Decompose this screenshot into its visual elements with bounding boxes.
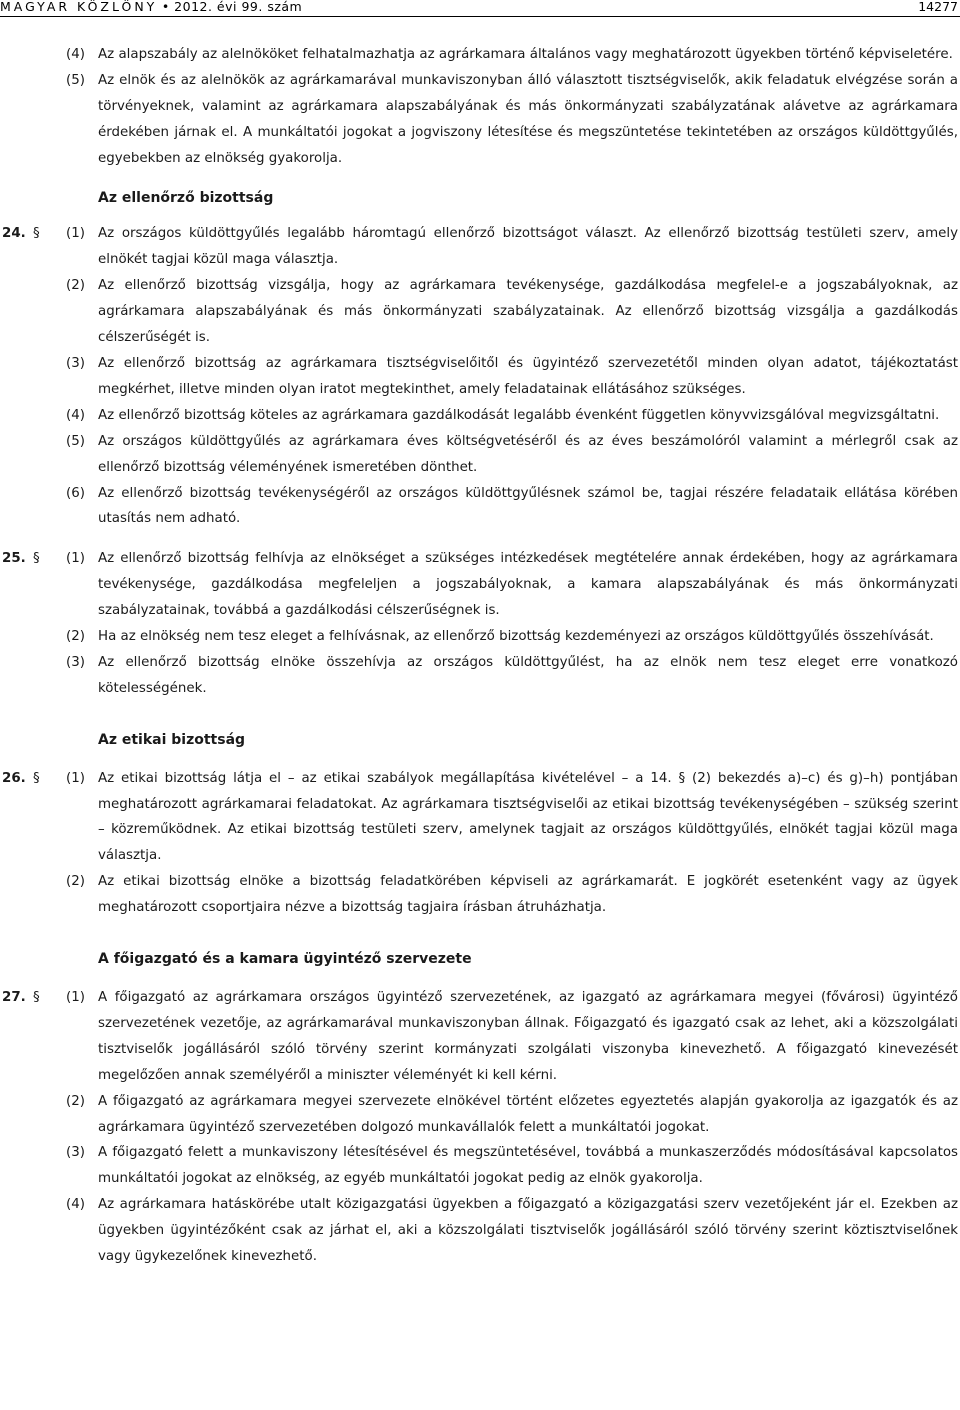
paragraph [0, 351, 960, 403]
paragraph-text: A főigazgató felett a munkaviszony létesítésével és megszüntetésével, továbbá a munkaszerződés módosításával kapcsolatos munkáltatói jogokat az elnökség, az egyéb munkáltatói jogokat pedig az elnök gyakorolja. [98, 1145, 958, 1187]
paragraph-number: (3) [66, 1145, 85, 1161]
issue-label: 2012. évi 99. szám [174, 0, 303, 14]
page-number: 14277 [918, 0, 958, 14]
paragraph-text: A főigazgató az agrárkamara megyei szervezete elnökével történt előzetes egyeztetés alapján gyakorolja az igazgatók és az agrárkamara ügyintéző szervezetében dolgozó munkavállalók felett a munkáltatói jogokat. [98, 1093, 958, 1135]
page-header [0, 0, 960, 18]
section-number: 25. [2, 551, 26, 567]
paragraph-number: (4) [66, 47, 85, 62]
paragraph-text: Az országos küldöttgyűlés az agrárkamara éves költségvetéséről és az éves beszámolóról valamint a mérlegről csak az ellenőrző bizottság véleményének ismeretében dönthet. [98, 433, 958, 475]
paragraph-number: (3) [66, 355, 85, 371]
paragraph-text: Az ellenőrző bizottság vizsgálja, hogy az agrárkamara tevékenysége, gazdálkodása megfelel-e a jogszabályoknak, az agrárkamara alapszabályának és más önkormányzati szabályzatainak. Az ellenőrző bizottság vizsgálja a gazdálkodás célszerűségét is. [98, 278, 958, 346]
paragraph [0, 546, 960, 624]
journal-title [0, 0, 302, 14]
paragraph-text: Az ellenőrző bizottság tevékenységéről az országos küldöttgyűlésnek számol be, tagjai részére feladataik ellátása körében utasítás nem adható. [98, 485, 958, 527]
section-heading: Az ellenőrző bizottság [98, 189, 274, 206]
paragraph [0, 1140, 960, 1192]
paragraph-text: Az etikai bizottság elnöke a bizottság feladatkörében képviseli az agrárkamarát. E jogkörét esetenként vagy az ügyek meghatározott csoportjaira nézve a bizottság tagjaira írásban átruházhatja. [98, 874, 958, 916]
section-sign: § [33, 226, 40, 242]
paragraph-number: (1) [66, 770, 85, 786]
section-number: 27. [2, 990, 26, 1005]
section-number: 26. [2, 770, 26, 786]
section-sign: § [33, 770, 40, 786]
paragraph [0, 1089, 960, 1141]
paragraph [0, 1192, 960, 1270]
section-heading: Az etikai bizottság [98, 731, 246, 748]
journal-name: MAGYAR KÖZLÖNY [0, 0, 158, 14]
section-sign: § [33, 990, 40, 1005]
paragraph-text: Az agrárkamara hatáskörébe utalt közigazgatási ügyekben a főigazgató a közigazgatási szerv vezetőjeként jár el. Ezekben az ügyekben ügyintézőként csak az járhat el, aki a közszolgálati tisztviselők jogállásáról szóló törvény szerint köztisztviselőnek vagy ügykezelőnek kinevezhető. [98, 1197, 958, 1265]
section-heading: A főigazgató és a kamara ügyintéző szervezete [98, 951, 472, 968]
paragraph-number: (6) [66, 485, 85, 501]
paragraph [0, 624, 960, 650]
paragraph [0, 650, 960, 702]
paragraph-text: Az elnök és az alelnökök az agrárkamarával munkaviszonyban álló választott tisztségviselők, akik feladatuk elvégzése során a törvényeknek, valamint az agrárkamara alapszabályának és más önkormányzati szabályzatának alávetve az agrárkamara érdekében járnak el. A munkáltatói jogokat a jogviszony létesítése és megszüntetése tekintetében az országos küldöttgyűlés, egyebekben az elnökség gyakorolja. [98, 72, 958, 166]
paragraph-number: (1) [66, 551, 85, 567]
paragraph [0, 481, 960, 533]
paragraph-text: Az etikai bizottság látja el – az etikai szabályok megállapítása kivételével – a 14. § (2) bekezdés a)–c) és g)–h) pontjában meghatározott agrárkamarai feladatokat. Az agrárkamara tisztségviselői az etikai bizottság tevékenységében – szükség szerint – közreműködnek. Az etikai bizottság testületi szerv, amelynek tagjait az országos küldöttgyűlés, elnökét tagjai közül maga választja. [98, 770, 958, 864]
paragraph [0, 273, 960, 351]
paragraph-text: Az ellenőrző bizottság felhívja az elnökséget a szükséges intézkedések megtételére annak érdekében, hogy az agrárkamara tevékenysége, gazdálkodása megfeleljen a jogszabályoknak, a kamara alapszabályának és más önkormányzati szabályzatainak, továbbá a gazdálkodási célszerűségnek is. [98, 551, 958, 619]
paragraph-number: (3) [66, 654, 85, 670]
paragraph-text: Az ellenőrző bizottság köteles az agrárkamara gazdálkodását legalább évenként független könyvvizsgálóval megvizsgáltatni. [98, 407, 940, 423]
paragraph-number: (2) [66, 278, 85, 294]
section-sign: § [33, 551, 40, 567]
paragraph [0, 221, 960, 273]
paragraph-number: (5) [66, 72, 85, 88]
paragraph-number: (4) [66, 407, 85, 423]
paragraph-text: Az ellenőrző bizottság az agrárkamara tisztségviselőitől és ügyintéző szervezetétől minden olyan adatot, tájékoztatást megkérhet, illetve minden olyan iratot megtekinthet, amely feladatainak ellátásához szükséges. [98, 355, 958, 397]
paragraph [0, 429, 960, 481]
paragraph-number: (2) [66, 874, 85, 890]
paragraph [0, 68, 960, 172]
paragraph [0, 985, 960, 1089]
paragraph-number: (1) [66, 990, 85, 1005]
paragraph-text: A főigazgató az agrárkamara országos ügyintéző szervezetének, az igazgató az agrárkamara megyei (fővárosi) ügyintéző szervezetének vezetője, az agrárkamarával munkaviszonyban állnak. Főigazgató és igazgató csak az lehet, aki a közszolgálati tisztviselők jogállásáról szóló törvény szerint kormányzati szolgálati viszonyba kinevezhető. A főigazgató kinevezését megelőzően annak személyéről a miniszter véleményét ki kell kérni. [98, 990, 958, 1083]
paragraph [0, 403, 960, 429]
document-body [0, 42, 960, 1270]
header-rule [0, 16, 960, 17]
section-number: 24. [2, 226, 26, 242]
paragraph-number: (1) [66, 226, 85, 242]
paragraph-number: (2) [66, 1093, 85, 1109]
paragraph-text: Az országos küldöttgyűlés legalább háromtagú ellenőrző bizottságot választ. Az ellenőrző bizottság testületi szerv, amely elnökét tagjai közül maga választja. [98, 226, 958, 268]
paragraph [0, 766, 960, 870]
paragraph-text: Az alapszabály az alelnököket felhatalmazhatja az agrárkamara általános vagy meghatározott ügyekben történő képviseletére. [98, 47, 953, 62]
paragraph-number: (2) [66, 629, 85, 645]
bullet: • [161, 0, 170, 14]
paragraph-text: Az ellenőrző bizottság elnöke összehívja az országos küldöttgyűlést, ha az elnök nem tesz eleget erre vonatkozó kötelességének. [98, 654, 958, 696]
paragraph [0, 869, 960, 921]
paragraph-number: (4) [66, 1197, 85, 1213]
paragraph [0, 42, 960, 68]
paragraph-number: (5) [66, 433, 85, 449]
paragraph-text: Ha az elnökség nem tesz eleget a felhívásnak, az ellenőrző bizottság kezdeményezi az országos küldöttgyűlés összehívását. [98, 629, 934, 645]
